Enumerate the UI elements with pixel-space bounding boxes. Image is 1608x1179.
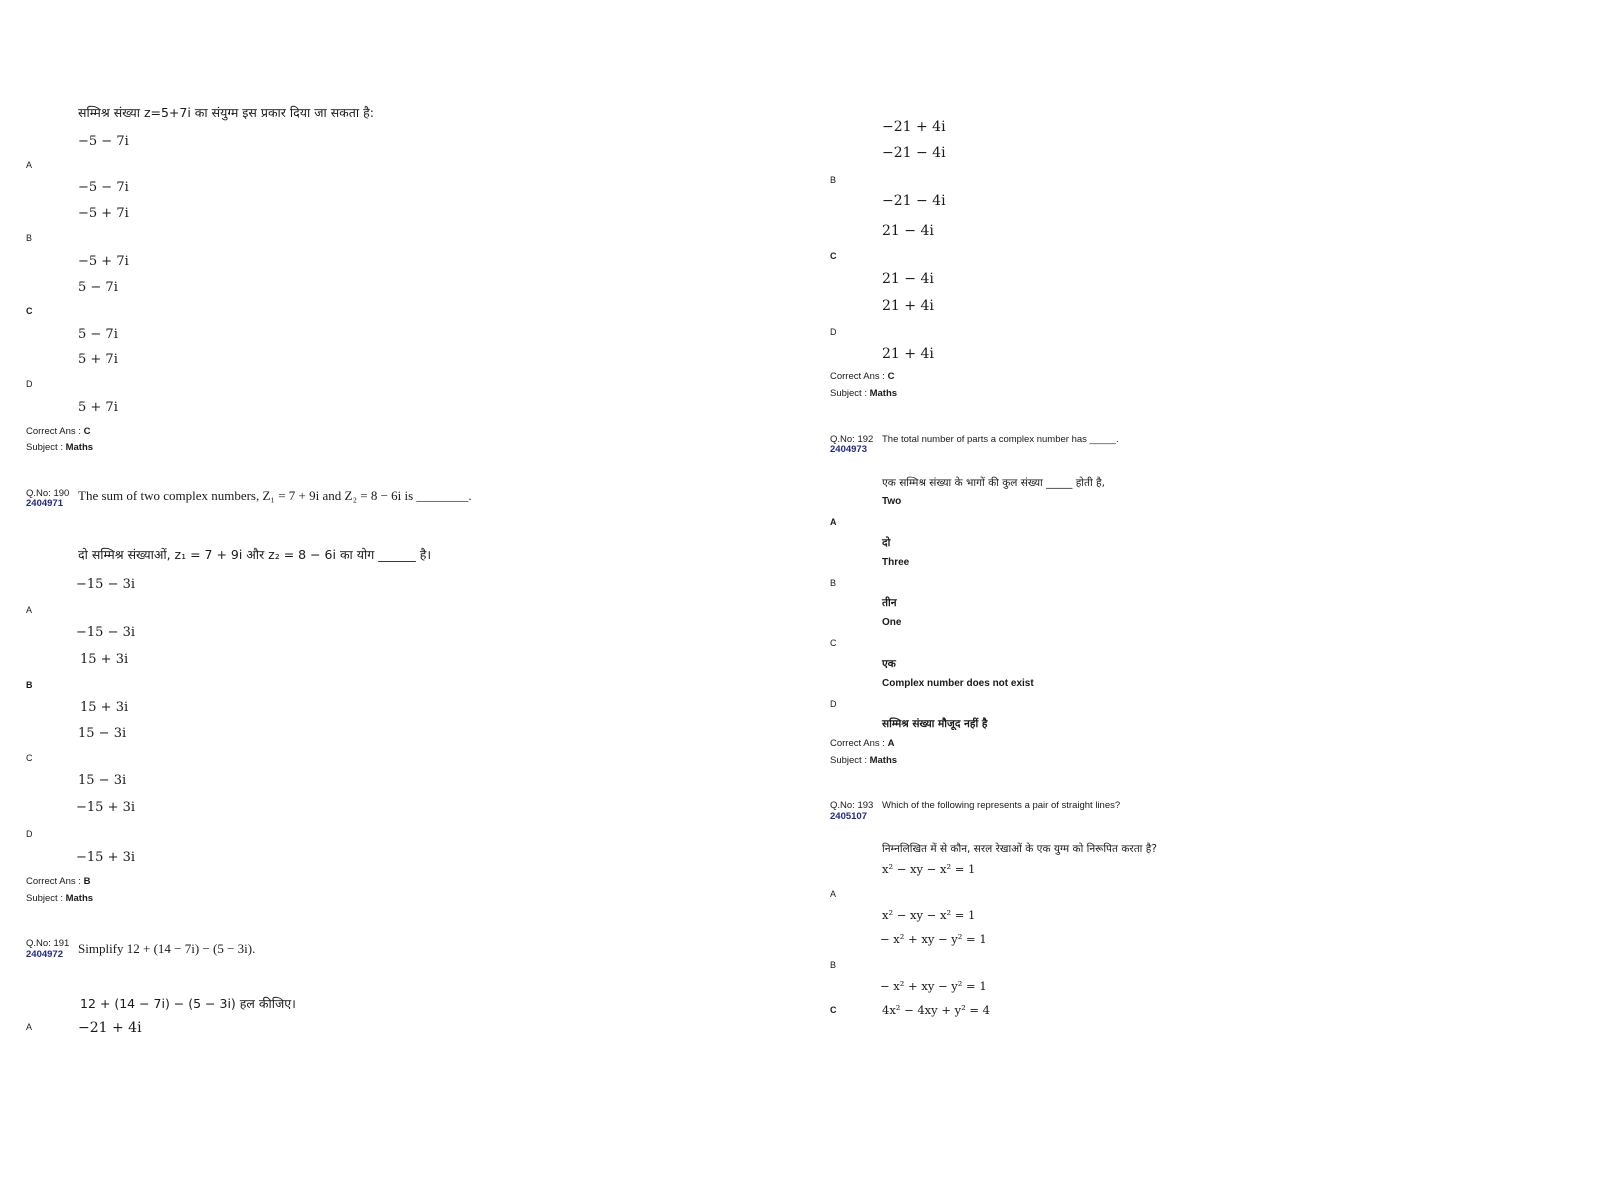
option-text: 15 − 3i [78, 773, 127, 788]
option-text: सम्मिश्र संख्या मौजूद नहीं है [882, 718, 988, 730]
option-text: −21 + 4i [882, 119, 946, 135]
option-label: D [26, 829, 33, 839]
option-text: 4x² − 4xy + y² = 4 [882, 1003, 990, 1017]
option-text: 5 − 7i [78, 327, 118, 342]
option-label: B [830, 175, 837, 185]
question-number: Q.No: 192 [830, 434, 874, 445]
option-label: D [26, 379, 33, 389]
option-text: 5 + 7i [78, 352, 118, 367]
option-text: − x² + xy − y² = 1 [880, 979, 987, 993]
correct-answer: Correct Ans : A [830, 738, 895, 749]
question-hindi-text: 12 + (14 − 7i) − (5 − 3i) हल कीजिए। [80, 996, 296, 1011]
question-english-text: Simplify 12 + (14 − 7i) − (5 − 3i). [78, 941, 256, 956]
option-text: 21 + 4i [882, 298, 934, 314]
option-text: 15 − 3i [78, 726, 127, 741]
question-hindi-text: सम्मिश्र संख्या z=5+7i का संयुग्म इस प्रकार दिया जा सकता है: [78, 105, 374, 120]
option-text: Three [882, 557, 910, 568]
question-id: 2405107 [830, 811, 867, 822]
option-text: एक [882, 658, 896, 670]
option-text: −15 − 3i [76, 625, 136, 640]
question-hindi-text: दो सम्मिश्र संख्याओं, z₁ = 7 + 9i और z₂ = 8 − 6i का योग ______ है। [78, 547, 432, 562]
option-text: 21 − 4i [882, 271, 934, 287]
option-label: C [26, 306, 33, 316]
option-label: B [830, 960, 837, 970]
subject: Subject : Maths [830, 388, 898, 399]
option-text: 21 + 4i [882, 346, 934, 362]
correct-answer: Correct Ans : C [26, 426, 91, 437]
option-text: x² − xy − x² = 1 [882, 908, 976, 922]
question-id: 2404971 [26, 498, 63, 509]
option-text: −5 + 7i [78, 206, 129, 221]
option-text: −5 + 7i [78, 254, 129, 269]
option-text: −21 − 4i [882, 145, 946, 161]
option-text: −5 − 7i [78, 180, 129, 195]
option-label: A [26, 605, 33, 615]
option-label: C [830, 638, 837, 648]
option-label: A [830, 889, 837, 899]
option-text: दो [882, 537, 891, 549]
question-id: 2404972 [26, 949, 63, 960]
option-text: −21 − 4i [882, 193, 946, 209]
option-label: C [26, 753, 33, 763]
option-label: C [830, 251, 837, 261]
subject: Subject : Maths [26, 893, 94, 904]
correct-answer: Correct Ans : B [26, 876, 91, 887]
option-text: − x² + xy − y² = 1 [880, 932, 987, 946]
option-label: A [26, 1022, 33, 1032]
option-text: One [882, 617, 902, 628]
option-label: D [830, 327, 837, 337]
option-text: 5 + 7i [78, 400, 118, 415]
question-number: Q.No: 190 [26, 488, 70, 499]
subject: Subject : Maths [830, 755, 898, 766]
option-text: Complex number does not exist [882, 678, 1034, 689]
option-text: 15 + 3i [80, 652, 129, 667]
option-text: Two [882, 496, 902, 507]
option-label: B [26, 233, 33, 243]
subject: Subject : Maths [26, 442, 94, 453]
option-text: −15 + 3i [76, 800, 136, 815]
option-label: C [830, 1005, 837, 1015]
option-label: A [830, 517, 837, 527]
option-text: 15 + 3i [80, 700, 129, 715]
option-label: A [26, 160, 33, 170]
option-label: D [830, 699, 837, 709]
option-text: −21 + 4i [78, 1020, 142, 1036]
option-text: −15 + 3i [76, 850, 136, 865]
option-label: B [830, 578, 837, 588]
question-id: 2404973 [830, 444, 867, 455]
question-english-text: Which of the following represents a pair of straight lines? [882, 800, 1121, 811]
option-text: x² − xy − x² = 1 [882, 862, 976, 876]
option-text: तीन [882, 597, 897, 609]
option-text: −5 − 7i [78, 134, 129, 149]
option-text: 5 − 7i [78, 280, 118, 295]
option-text: −15 − 3i [76, 577, 136, 592]
option-text: 21 − 4i [882, 223, 934, 239]
question-english-text: The total number of parts a complex number has _____. [882, 434, 1119, 445]
option-label: B [26, 680, 33, 690]
correct-answer: Correct Ans : C [830, 371, 895, 382]
question-hindi-text: निम्नलिखित में से कौन, सरल रेखाओं के एक युग्म को निरूपित करता है? [882, 843, 1157, 855]
question-number: Q.No: 193 [830, 800, 874, 811]
question-number: Q.No: 191 [26, 938, 70, 949]
question-english-text: The sum of two complex numbers, Z₁ = 7 + 9i and Z₂ = 8 − 6i is ________. [78, 488, 472, 503]
question-hindi-text: एक सम्मिश्र संख्या के भागों की कुल संख्या _____ होती है, [882, 477, 1105, 489]
